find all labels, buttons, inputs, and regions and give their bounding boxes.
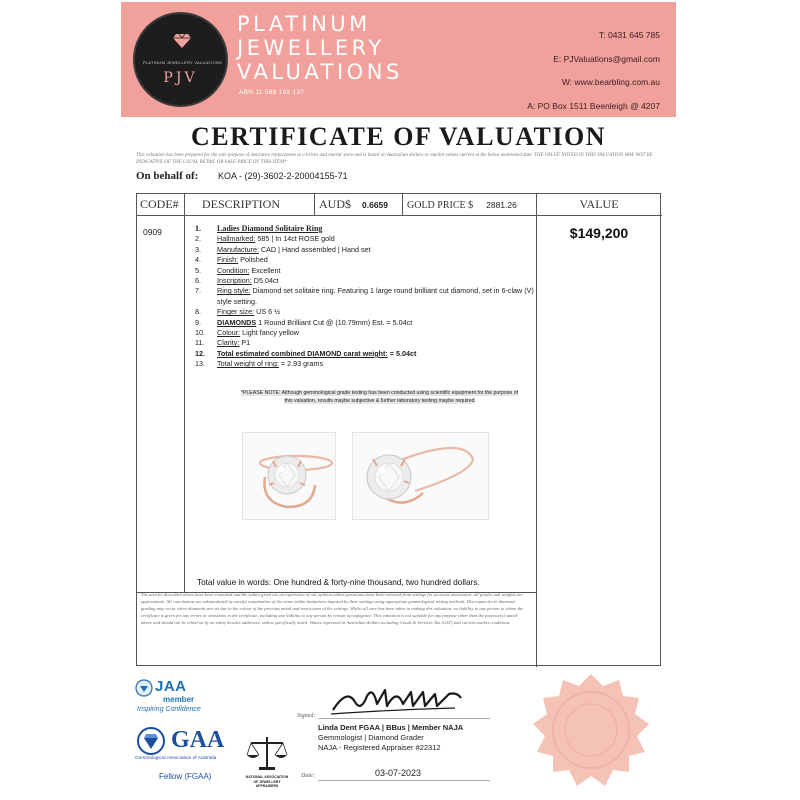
postal-address: A: PO Box 1511 Beenleigh @ 4207 bbox=[527, 100, 660, 111]
item-key: Total estimated combined DIAMOND carat weight: bbox=[217, 348, 388, 358]
date-line bbox=[318, 780, 490, 781]
item-number: 8. bbox=[195, 307, 201, 317]
signer-name: Linda Dent FGAA | BBus | Member NAJA bbox=[318, 723, 464, 732]
diamond-icon bbox=[173, 34, 191, 48]
brand-line: PLATINUM bbox=[237, 12, 371, 36]
ring-photo-side bbox=[352, 432, 489, 520]
aud-rate: 0.6659 bbox=[362, 200, 388, 210]
item-value: CAD | Hand assembled | Hand set bbox=[258, 244, 371, 254]
item-number: 2. bbox=[195, 234, 201, 244]
item-key: Condition: bbox=[217, 265, 250, 275]
jaa-member-logo bbox=[135, 677, 215, 717]
item-number: 13. bbox=[195, 359, 205, 369]
email: E: PJValuations@gmail.com bbox=[553, 53, 660, 64]
item-number: 6. bbox=[195, 276, 201, 286]
ring-side-image bbox=[353, 433, 489, 520]
description-item bbox=[195, 266, 540, 276]
on-behalf-label: On behalf of: bbox=[136, 170, 199, 182]
gaa-fellow-logo bbox=[135, 727, 235, 787]
abn-number: ABN 11 588 192 137 bbox=[239, 89, 305, 96]
item-number: 7. bbox=[195, 286, 201, 296]
item-number: 1. bbox=[195, 224, 201, 233]
signature-line bbox=[318, 718, 490, 719]
gaa-gem-icon bbox=[135, 727, 167, 755]
item-value: 1 Round Brilliant Cut @ (10.79mm) Est. = 5.04ct bbox=[256, 317, 413, 327]
item-value: D5.04ct bbox=[251, 276, 279, 286]
valuation-date: 03-07-2023 bbox=[375, 768, 422, 778]
item-value: US 6 ½ bbox=[254, 307, 281, 317]
description-item bbox=[195, 276, 540, 286]
item-value: Diamond set solitaire ring. Featuring 1 large round brilliant cut diamond, set in 6-claw (V) style setting. bbox=[217, 286, 534, 306]
item-number: 4. bbox=[195, 255, 201, 265]
logo-ring-text: PLATINUM JEWELLERY VALUATIONS bbox=[142, 60, 223, 65]
description-item bbox=[195, 318, 540, 328]
item-description-list bbox=[195, 224, 540, 370]
description-item bbox=[195, 307, 540, 317]
total-value-in-words: Total value in words: One hundred & forty-nine thousand, two hundred dollars. bbox=[197, 578, 480, 587]
item-value: Light fancy yellow bbox=[240, 328, 299, 338]
on-behalf-value: KOA - (29)-3602-2-20004155-71 bbox=[218, 171, 348, 181]
item-key: Colour: bbox=[217, 328, 241, 338]
header-description: DESCRIPTION bbox=[202, 197, 281, 211]
pjv-logo bbox=[133, 12, 228, 107]
ring-front-image bbox=[243, 433, 336, 520]
column-divider bbox=[314, 194, 315, 215]
item-key: Finger size: bbox=[217, 307, 255, 317]
naja-logo bbox=[243, 733, 291, 788]
embossed-seal bbox=[529, 672, 654, 792]
jaa-tagline: Inspiring Confidence bbox=[137, 706, 201, 713]
item-key: Total weight of ring: bbox=[217, 359, 279, 369]
item-key: Hallmarked: bbox=[217, 234, 256, 244]
item-number: 9. bbox=[195, 317, 201, 327]
header-gold-price bbox=[407, 194, 517, 215]
aud-label: AUD$ bbox=[319, 197, 351, 211]
testing-note bbox=[237, 389, 522, 405]
handwritten-signature bbox=[327, 680, 467, 720]
item-value: = 2.93 grams bbox=[278, 359, 324, 369]
top-disclaimer: This valuation has been prepared for the sole purpose of insurance replacement at a bricks and mortar store and is based on Australian dollars or market values current at the below mentioned date. THE VALUE NOTED IN THIS VALUATION MAY NOT BE INDICATIVE OF THE USUAL RETAIL OR SALE PRICE OF THIS ITEM* bbox=[136, 153, 653, 165]
scales-icon bbox=[243, 733, 291, 773]
letterhead bbox=[121, 2, 676, 117]
signer-registration: NAJA - Registered Appraiser #22312 bbox=[318, 743, 441, 752]
item-key: Clarity: bbox=[217, 338, 240, 348]
header-divider bbox=[137, 215, 662, 216]
certificate-page bbox=[121, 0, 676, 800]
item-number: 10. bbox=[195, 328, 205, 338]
testing-note-text: *PLEASE NOTE: Although gemmological grade testing has been conducted using scientific equipment for the purpose of this valuation, results maybe subjective & further laboratory testing maybe required bbox=[240, 390, 519, 404]
item-code: 0909 bbox=[143, 227, 162, 237]
column-divider bbox=[184, 194, 185, 592]
jaa-name: JAA bbox=[155, 678, 187, 695]
description-item bbox=[195, 255, 540, 265]
brand-name bbox=[237, 12, 403, 84]
item-key: Ladies Diamond Solitaire Ring bbox=[217, 224, 323, 233]
signed-label: Signed: bbox=[297, 713, 316, 719]
item-key: DIAMONDS bbox=[217, 317, 257, 327]
description-item bbox=[195, 328, 540, 338]
valuation-table bbox=[136, 193, 661, 666]
signer-details bbox=[318, 723, 463, 753]
website: W: www.bearbling.com.au bbox=[561, 77, 660, 87]
naja-name: NATIONAL ASSOCIATION OF JEWELLERY APPRAISERS bbox=[245, 775, 289, 788]
item-value: 585 | In 14ct ROSE gold bbox=[255, 234, 335, 244]
item-number: 5. bbox=[195, 265, 201, 275]
description-item bbox=[195, 224, 540, 234]
logo-initials: PJV bbox=[163, 70, 198, 86]
jaa-member-label: member bbox=[163, 695, 195, 704]
description-item bbox=[195, 286, 540, 307]
item-number: 3. bbox=[195, 244, 201, 254]
item-key: Manufacture: bbox=[217, 244, 259, 254]
gaa-name: GAA bbox=[171, 727, 225, 753]
description-item bbox=[195, 245, 540, 255]
item-value: P1 bbox=[239, 338, 251, 348]
brand-line: VALUATIONS bbox=[237, 60, 403, 84]
gold-price-value: 2881.26 bbox=[486, 200, 517, 210]
contact-details bbox=[527, 24, 660, 118]
item-key: Finish: bbox=[217, 255, 239, 265]
column-divider bbox=[402, 194, 403, 215]
terms-and-conditions: The articles described above have been examined and the values given are an expression of our opinion unless gemstones have been removed from settings for accurate assessment, all grades and weights are approximate. All conclusions are substantiated by careful examination of the items within limitations imposed by their settings using appropriate gemmological testing methods. Discrepancies in diamond grading may occur when diamonds are set due to the colour of the precious metal and restrictions of the settings. Whilst all care has been taken in making this valuation, no liability to any person to whom the certificate is given for any errors or omissions in the certificate, including any liability to any person by reason of negligence. This valuation is not suitable for any purpose other than the purpose(s) stated above and should not be relied on by an entity besides addressee, unless specifically noted. Values expressed in Australian dollars including Goods & Services Tax (GST) and current market conditions. bbox=[141, 592, 524, 626]
item-value: $149,200 bbox=[569, 225, 629, 241]
description-item bbox=[195, 349, 540, 359]
description-item bbox=[195, 338, 540, 348]
date-label: Date: bbox=[301, 773, 315, 779]
phone: T: 0431 645 785 bbox=[599, 30, 660, 40]
item-value: = 5.04ct bbox=[387, 348, 417, 358]
item-value: Excellent bbox=[249, 265, 281, 275]
gold-price-label: GOLD PRICE $ bbox=[407, 200, 474, 211]
certificate-title: CERTIFICATE OF VALUATION bbox=[190, 122, 607, 151]
jaa-diamond-icon bbox=[135, 679, 153, 697]
header-value: VALUE bbox=[579, 197, 619, 211]
gaa-fellow-label: Fellow (FGAA) bbox=[159, 772, 212, 781]
item-key: Ring style: bbox=[217, 286, 251, 296]
ring-photo-front bbox=[242, 432, 336, 520]
description-item bbox=[195, 234, 540, 244]
item-value: Polished bbox=[238, 255, 268, 265]
signer-role: Gemmologist | Diamond Grader bbox=[318, 733, 424, 742]
item-number: 12. bbox=[195, 348, 205, 358]
gaa-full-name: Gemmological Association of Australia bbox=[135, 756, 217, 761]
header-code: CODE# bbox=[140, 197, 179, 211]
header-aud bbox=[319, 194, 388, 215]
item-key: Inscription: bbox=[217, 276, 252, 286]
item-number: 11. bbox=[195, 338, 205, 348]
description-item bbox=[195, 359, 540, 369]
brand-line: JEWELLERY bbox=[237, 36, 385, 60]
on-behalf-of bbox=[136, 170, 348, 182]
